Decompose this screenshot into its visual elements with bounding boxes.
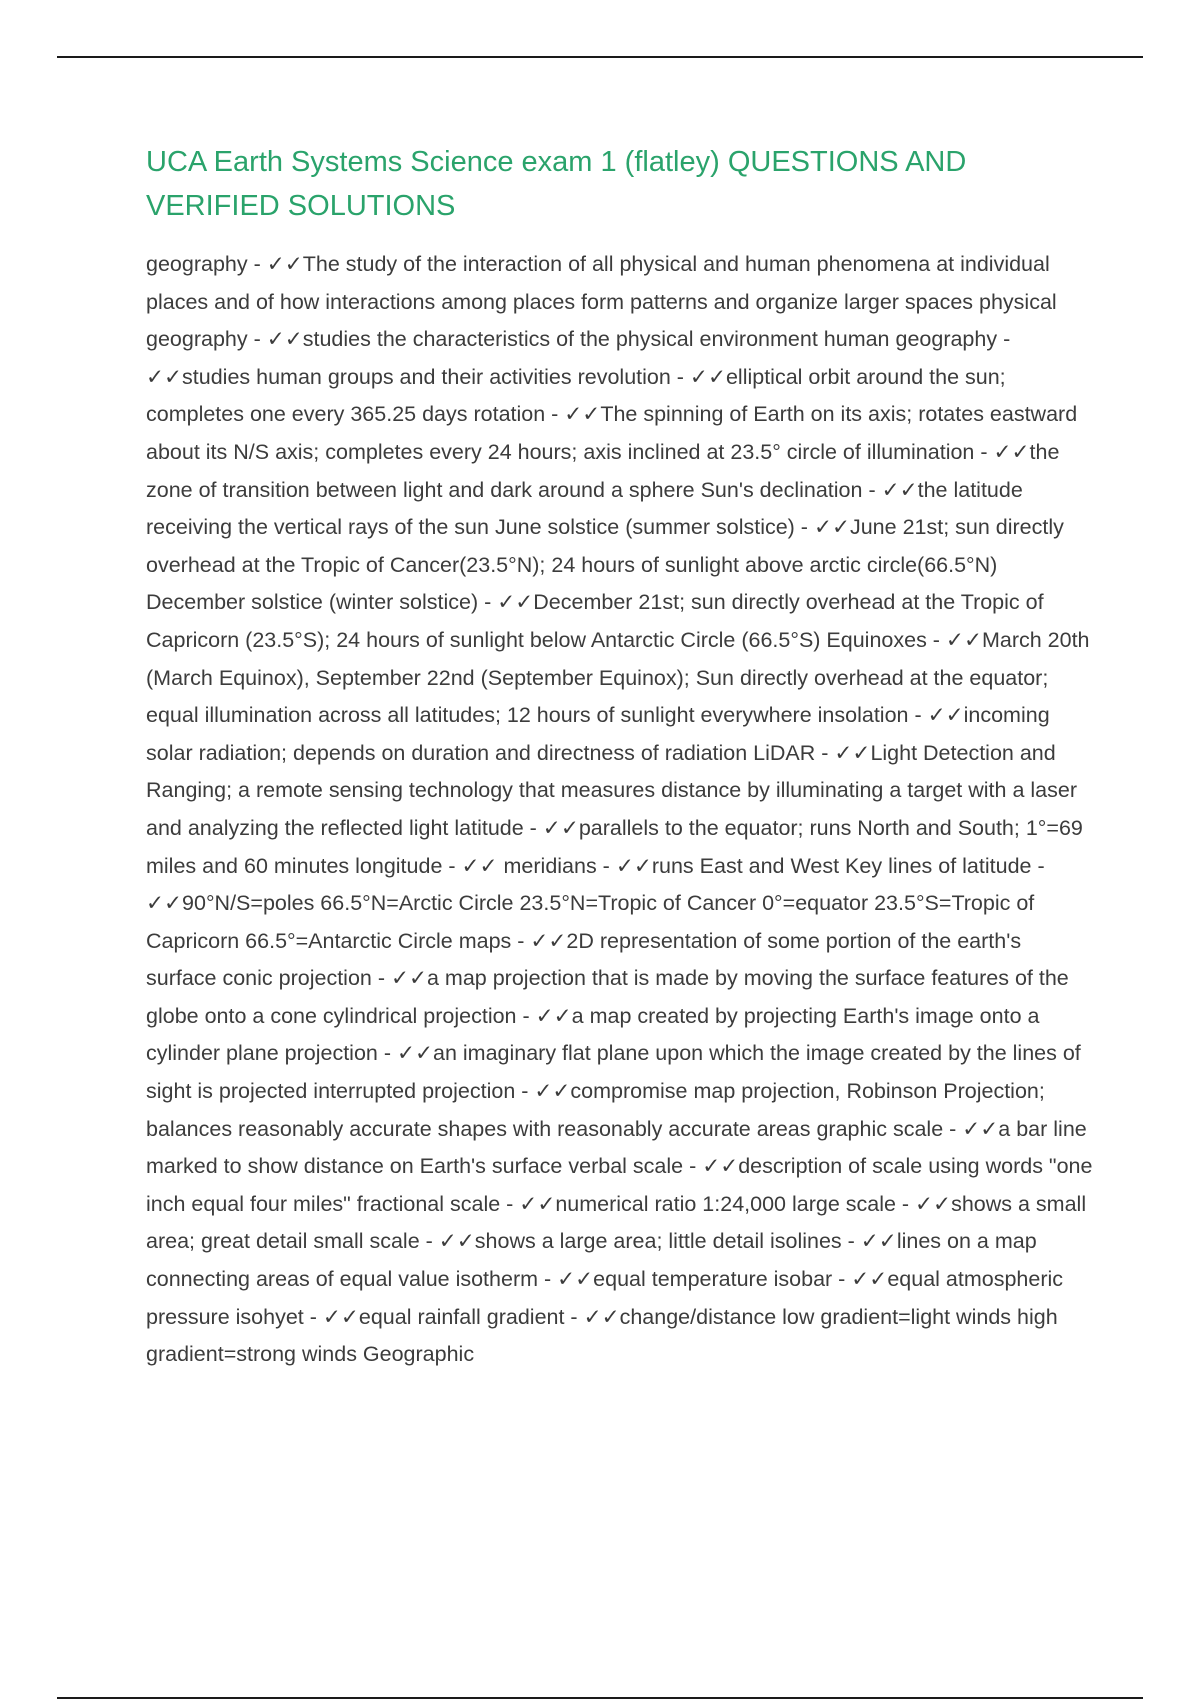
- document-body: geography - ✓✓The study of the interaction of all physical and human phenomena at individual places and of how interactions among places form patterns and organize larger spaces physical geography - ✓✓studies the characteristics of the physical environment human geography - ✓✓studies human groups and their activities revolution - ✓✓elliptical orbit around the sun; completes one every 365.25 days rotation - ✓✓The spinning of Earth on its axis; rotates eastward about its N/S axis; completes every 24 hours; axis inclined at 23.5° circle of illumination - ✓✓the zone of transition between light and dark around a sphere Sun's declination - ✓✓the latitude receiving the vertical rays of the sun June solstice (summer solstice) - ✓✓June 21st; sun directly overhead at the Tropic of Cancer(23.5°N); 24 hours of sunlight above arctic circle(66.5°N) December solstice (winter solstice) - ✓✓December 21st; sun directly overhead at the Tropic of Capricorn (23.5°S); 24 hours of sunlight below Antarctic Circle (66.5°S) Equinoxes - ✓✓March 20th (March Equinox), September 22nd (September Equinox); Sun directly overhead at the equator; equal illumination across all latitudes; 12 hours of sunlight everywhere insolation - ✓✓incoming solar radiation; depends on duration and directness of radiation LiDAR - ✓✓Light Detection and Ranging; a remote sensing technology that measures distance by illuminating a target with a laser and analyzing the reflected light latitude - ✓✓parallels to the equator; runs North and South; 1°=69 miles and 60 minutes longitude - ✓✓ meridians - ✓✓runs East and West Key lines of latitude - ✓✓90°N/S=poles 66.5°N=Arctic Circle 23.5°N=Tropic of Cancer 0°=equator 23.5°S=Tropic of Capricorn 66.5°=Antarctic Circle maps - ✓✓2D representation of some portion of the earth's surface conic projection - ✓✓a map projection that is made by moving the surface features of the globe onto a cone cylindrical projection - ✓✓a map created by projecting Earth's image onto a cylinder plane projection - ✓✓an imaginary flat plane upon which the image created by the lines of sight is projected interrupted projection - ✓✓compromise map projection, Robinson Projection; balances reasonably accurate shapes with reasonably accurate areas graphic scale - ✓✓a bar line marked to show distance on Earth's surface verbal scale - ✓✓description of scale using words "one inch equal four miles" fractional scale - ✓✓numerical ratio 1:24,000 large scale - ✓✓shows a small area; great detail small scale - ✓✓shows a large area; little detail isolines - ✓✓lines on a map connecting areas of equal value isotherm - ✓✓equal temperature isobar - ✓✓equal atmospheric pressure isohyet - ✓✓equal rainfall gradient - ✓✓change/distance low gradient=light winds high gradient=strong winds Geographic: [146, 252, 1093, 1367]
- document-title: UCA Earth Systems Science exam 1 (flatley) QUESTIONS AND VERIFIED SOLUTIONS: [146, 146, 967, 222]
- header-rule: [57, 56, 1143, 58]
- footer-rule: [57, 1697, 1143, 1699]
- document-content: [146, 140, 1094, 1374]
